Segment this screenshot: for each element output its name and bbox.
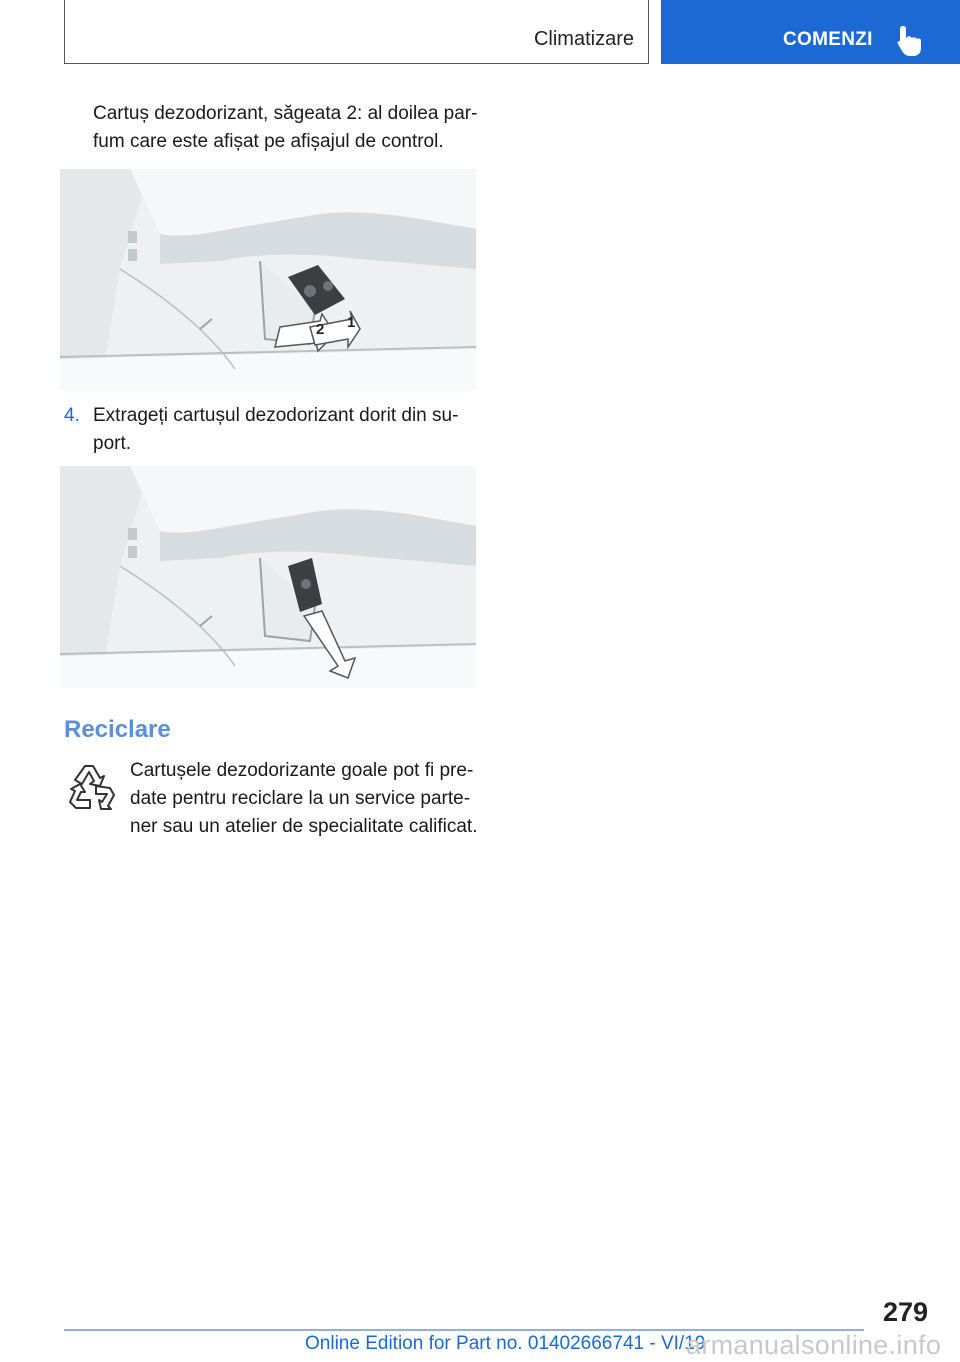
figure-remove-cartridge (60, 466, 476, 688)
edition-footer: Online Edition for Part no. 01402666741 - VI/19 (305, 1333, 706, 1354)
section-heading-reciclare: Reciclare (64, 716, 171, 743)
pointing-hand-icon (895, 24, 925, 58)
recycling-paragraph: Cartușele dezodorizante goale pot fi predate pentru reciclare la un service partener sau un atelier de specialitate calificat. (130, 760, 478, 837)
step-number: 4. (64, 405, 80, 426)
intro-paragraph: Cartuș dezodorizant, săgeata 2: al doilea parfum care este afișat pe afișajul de control. (93, 103, 478, 152)
header-section-box (64, 0, 649, 64)
arrow-label-2: 2 (316, 321, 325, 338)
recycle-icon (66, 760, 118, 816)
figure-insert-cartridge (60, 169, 476, 391)
section-title: Climatizare (533, 28, 634, 50)
chapter-tab-label: COMENZI (783, 29, 873, 50)
arrow-label-1: 1 (347, 314, 356, 331)
step-text: Extrageți cartușul dezodorizant dorit din suport. (93, 405, 459, 454)
chapter-tab-comenzi[interactable] (661, 0, 960, 64)
watermark: armanualsonline.info (686, 1330, 942, 1360)
page-number: 279 (882, 1297, 928, 1327)
